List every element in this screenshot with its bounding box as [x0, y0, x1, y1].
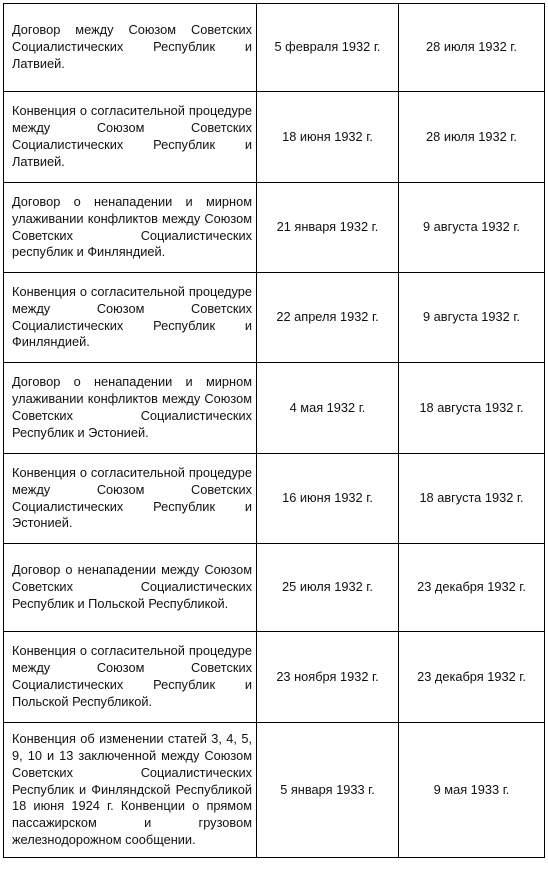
table-row [4, 632, 545, 723]
ratification-date: 9 мая 1933 г. [399, 723, 545, 858]
ratification-date: 23 декабря 1932 г. [399, 632, 545, 723]
treaty-description: Конвенция о согласительной процедуре между Союзом Советских Социалистических Республик и Польской Республикой. [4, 632, 257, 723]
treaty-description: Конвенция о согласительной процедуре между Союзом Советских Социалистических Республик и Эстонией. [4, 454, 257, 544]
ratification-date: 9 августа 1932 г. [399, 273, 545, 363]
signing-date: 18 июня 1932 г. [257, 92, 399, 183]
table-row [4, 273, 545, 363]
treaty-description: Конвенция о согласительной процедуре между Союзом Советских Социалистических Республик и Финляндией. [4, 273, 257, 363]
table-row [4, 544, 545, 632]
treaty-description: Договор о ненападении и мирном улаживании конфликтов между Союзом Советских Социалистических республик и Финляндией. [4, 183, 257, 273]
treaty-description: Договор о ненападении между Союзом Советских Социалистических Республик и Польской Республикой. [4, 544, 257, 632]
signing-date: 22 апреля 1932 г. [257, 273, 399, 363]
signing-date: 25 июля 1932 г. [257, 544, 399, 632]
table-row [4, 723, 545, 858]
signing-date: 23 ноября 1932 г. [257, 632, 399, 723]
ratification-date: 18 августа 1932 г. [399, 454, 545, 544]
ratification-date: 9 августа 1932 г. [399, 183, 545, 273]
ratification-date: 23 декабря 1932 г. [399, 544, 545, 632]
ratification-date: 28 июля 1932 г. [399, 92, 545, 183]
ratification-date: 28 июля 1932 г. [399, 4, 545, 92]
treaty-description: Конвенция о согласительной процедуре между Союзом Советских Социалистических Республик и Латвией. [4, 92, 257, 183]
table-row [4, 454, 545, 544]
treaties-table [3, 3, 545, 858]
table-row [4, 4, 545, 92]
table-row [4, 183, 545, 273]
treaty-description: Договор о ненападении и мирном улаживании конфликтов между Союзом Советских Социалистических Республик и Эстонией. [4, 363, 257, 454]
signing-date: 16 июня 1932 г. [257, 454, 399, 544]
signing-date: 5 февраля 1932 г. [257, 4, 399, 92]
treaty-description: Конвенция об изменении статей 3, 4, 5, 9, 10 и 13 заключенной между Союзом Советских Социалистических Республик и Финляндской Республикой 18 июня 1924 г. Конвенции о прямом пассажирском и грузовом железнодорожном сообщении. [4, 723, 257, 858]
treaty-description: Договор между Союзом Советских Социалистических Республик и Латвией. [4, 4, 257, 92]
table-row [4, 363, 545, 454]
signing-date: 21 января 1932 г. [257, 183, 399, 273]
signing-date: 5 января 1933 г. [257, 723, 399, 858]
signing-date: 4 мая 1932 г. [257, 363, 399, 454]
ratification-date: 18 августа 1932 г. [399, 363, 545, 454]
table-row [4, 92, 545, 183]
